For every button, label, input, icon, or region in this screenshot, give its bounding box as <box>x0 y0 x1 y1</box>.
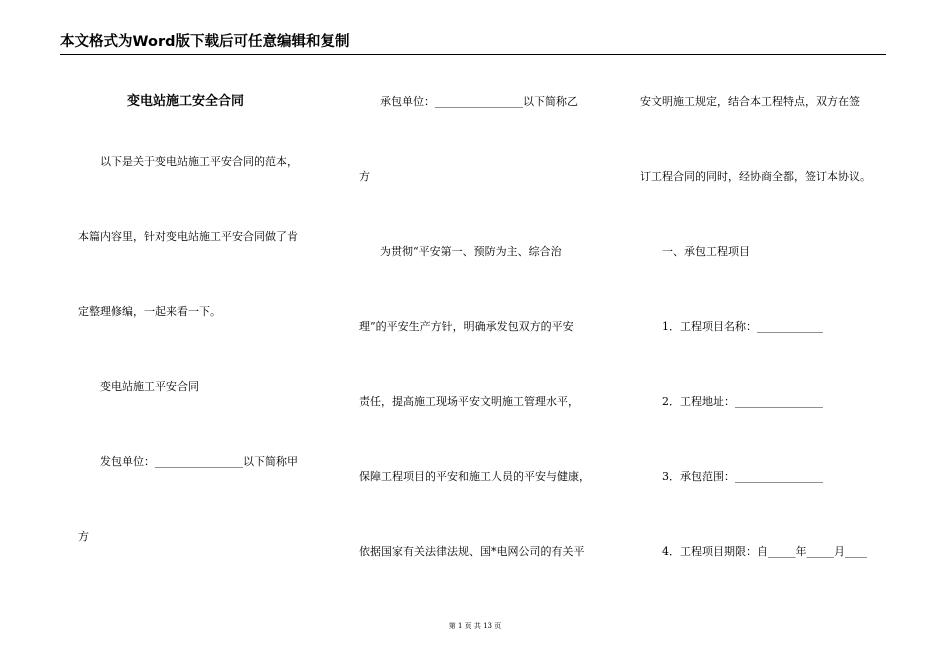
project-address-line: 2．工程地址：________________ <box>662 395 823 408</box>
section-heading: 一、承包工程项目 <box>662 245 750 258</box>
subcontractor-line: 承包单位：________________以下简称乙 <box>380 95 578 108</box>
paragraph-line: 方 <box>359 170 370 183</box>
project-name-line: 1．工程项目名称：____________ <box>662 320 823 333</box>
paragraph-line: 依据国家有关法律法规、国*电网公司的有关平 <box>359 545 585 558</box>
paragraph-line: 理”的平安生产方针，明确承发包双方的平安 <box>359 320 574 333</box>
page-footer: 第 1 页 共 13 页 <box>448 622 502 630</box>
page-header <box>60 33 886 55</box>
project-scope-line: 3．承包范围：________________ <box>662 470 823 483</box>
paragraph-line: 责任，提高施工现场平安文明施工管理水平， <box>359 395 579 408</box>
paragraph-line: 本篇内容里，针对变电站施工平安合同做了肯 <box>78 230 298 243</box>
paragraph-line: 为贯彻“平安第一、预防为主、综合治 <box>380 245 562 258</box>
contractor-line: 发包单位：________________以下简称甲 <box>100 455 298 468</box>
paragraph-line: 保障工程项目的平安和施工人员的平安与健康， <box>359 470 590 483</box>
paragraph-line: 方 <box>78 530 89 543</box>
project-period-line: 4．工程项目期限：自_____年_____月____ <box>662 545 867 558</box>
paragraph-line: 订工程合同的同时，经协商全都，签订本协议。 <box>640 170 871 183</box>
header-text: 本文格式为Word版下载后可任意编辑和复制 <box>60 34 350 50</box>
paragraph-line: 以下是关于变电站施工平安合同的范本， <box>100 155 298 168</box>
paragraph-line: 安文明施工规定，结合本工程特点，双方在签 <box>640 95 860 108</box>
document-title: 变电站施工安全合同 <box>127 94 245 109</box>
contract-subtitle: 变电站施工平安合同 <box>100 380 199 393</box>
paragraph-line: 定整理修编，一起来看一下。 <box>78 305 221 318</box>
